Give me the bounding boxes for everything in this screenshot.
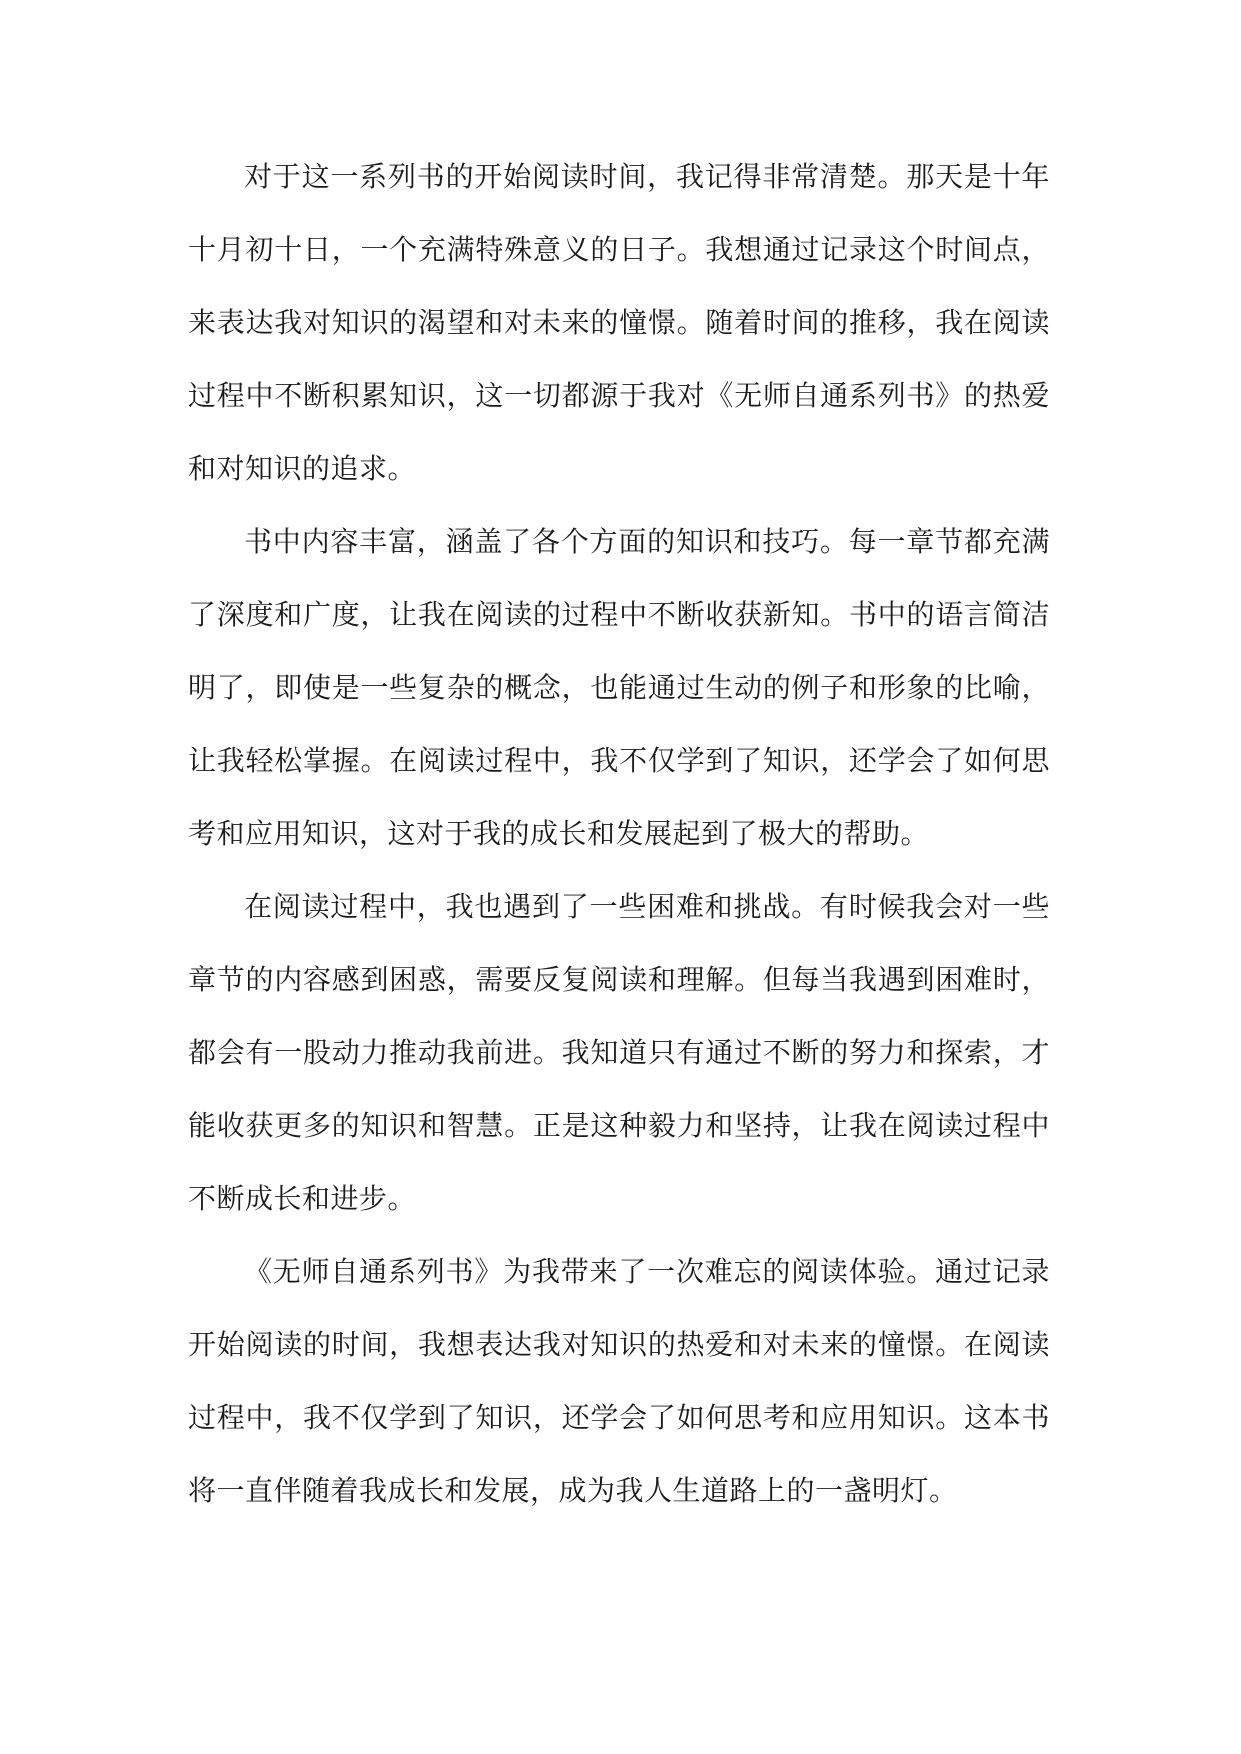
paragraph-2: 书中内容丰富，涵盖了各个方面的知识和技巧。每一章节都充满了深度和广度，让我在阅读的过程中不断收获新知。书中的语言简洁明了，即使是一些复杂的概念，也能通过生动的例子和形象的比喻，让我轻松掌握。在阅读过程中，我不仅学到了知识，还学会了如何思考和应用知识，这对于我的成长和发展起到了极大的帮助。 [188,525,1050,850]
paragraph-1: 对于这一系列书的开始阅读时间，我记得非常清楚。那天是十年十月初十日，一个充满特殊意义的日子。我想通过记录这个时间点，来表达我对知识的渴望和对未来的憧憬。随着时间的推移，我在阅读过程中不断积累知识，这一切都源于我对《无师自通系列书》的热爱和对知识的追求。 [188,160,1050,485]
document-body [188,140,1050,1527]
paragraph-4: 《无师自通系列书》为我带来了一次难忘的阅读体验。通过记录开始阅读的时间，我想表达我对知识的热爱和对未来的憧憬。在阅读过程中，我不仅学到了知识，还学会了如何思考和应用知识。这本书将一直伴随着我成长和发展，成为我人生道路上的一盏明灯。 [188,1255,1050,1507]
paragraph-3: 在阅读过程中，我也遇到了一些困难和挑战。有时候我会对一些章节的内容感到困惑，需要反复阅读和理解。但每当我遇到困难时，都会有一股动力推动我前进。我知道只有通过不断的努力和探索，才能收获更多的知识和智慧。正是这种毅力和坚持，让我在阅读过程中不断成长和进步。 [188,890,1050,1215]
